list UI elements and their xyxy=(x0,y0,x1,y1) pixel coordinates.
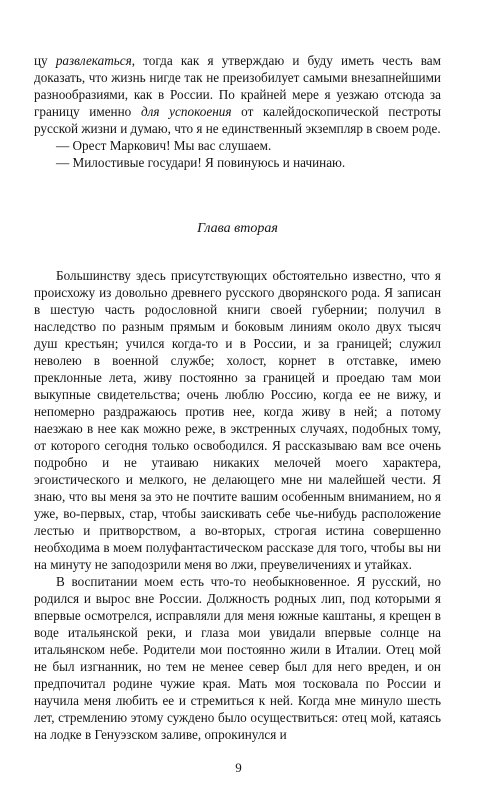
dialog-line: — Милостивые государи! Я повинуюсь и начинаю. xyxy=(56,155,346,170)
chapter-title: Глава вторая xyxy=(197,221,278,236)
paragraph: Большинству здесь присутствующих обстоятельно известно, что я происхожу из довольно древнего русского дворянского рода. Я записан в шестую часть родословной книги своей губернии; получил в наследство по разным прямым и боковым линиям около двух тысяч душ крестьян; учился когда-то и в России, и за границей; служил неволею в военной службе; холост, корнет в отставке, имею преклонные лета, живу постоянно за границей и проедаю там мои выкупные свидетельства; очень люблю Россию, когда ее не вижу, и непомерно раздражаюсь против нее, когда живу в ней; а потому наезжаю в нее как можно реже, в экстренных случаях, подобных тому, от которого сегодня только освободился. Я рассказываю вам все очень подробно и не утаиваю никаких мелочей моего характера, эгоистического и мелкого, не делающего мне ни малейшей чести. Я знаю, что вы меня за это не почтите вашим особенным вниманием, но я уже, во-первых, стар, чтобы заискивать себе чье-нибудь расположение лестью и притворством, а во-вторых, строгая истина совершенно необходима в моем полуфантастическом рассказе для того, чтобы вы ни на минуту не заподозрили меня во лжи, преувеличениях и утайках. xyxy=(34,268,441,572)
paragraph-continued xyxy=(34,52,441,137)
paragraph: В воспитании моем есть что-то необыкновенное. Я русский, но родился и вырос вне России. Должность родных лип, под которыми я впервые осмотрелся, исправляли для меня южные каштаны, я крещен в воде итальянской реки, и глаза мои увидали впервые солнце на итальянском небе. Родители мои постоянно жили в Италии. Отец мой не был изгнанник, но тем не менее север был для него вреден, и он предпочитал родине чужие края. Мать моя тосковала по России и научила меня любить ее и стремиться к ней. Когда мне минуло шесть лет, стремлению этому суждено было осуществиться: отец мой, катаясь на лодке в Генуэзском заливе, опрокинулся и xyxy=(34,574,441,742)
page-number: 9 xyxy=(235,760,242,775)
text-run: , тогда как я утверждаю и буду иметь честь вам доказать, что жизнь нигде так не преизобилует самыми внезапнейшими разнообразиями, как в России. По крайней мере я уезжаю отсюда за границу именно xyxy=(34,53,441,119)
text-run: цу xyxy=(34,53,56,68)
italic-phrase: для успокоения xyxy=(140,104,232,119)
italic-phrase: развлекаться xyxy=(55,53,132,68)
dialog-line: — Орест Маркович! Мы вас слушаем. xyxy=(56,138,272,153)
text-run: от калейдоскопической пестроты русской жизни и думаю, что я не единственный экземпляр в своем роде. xyxy=(34,104,441,136)
